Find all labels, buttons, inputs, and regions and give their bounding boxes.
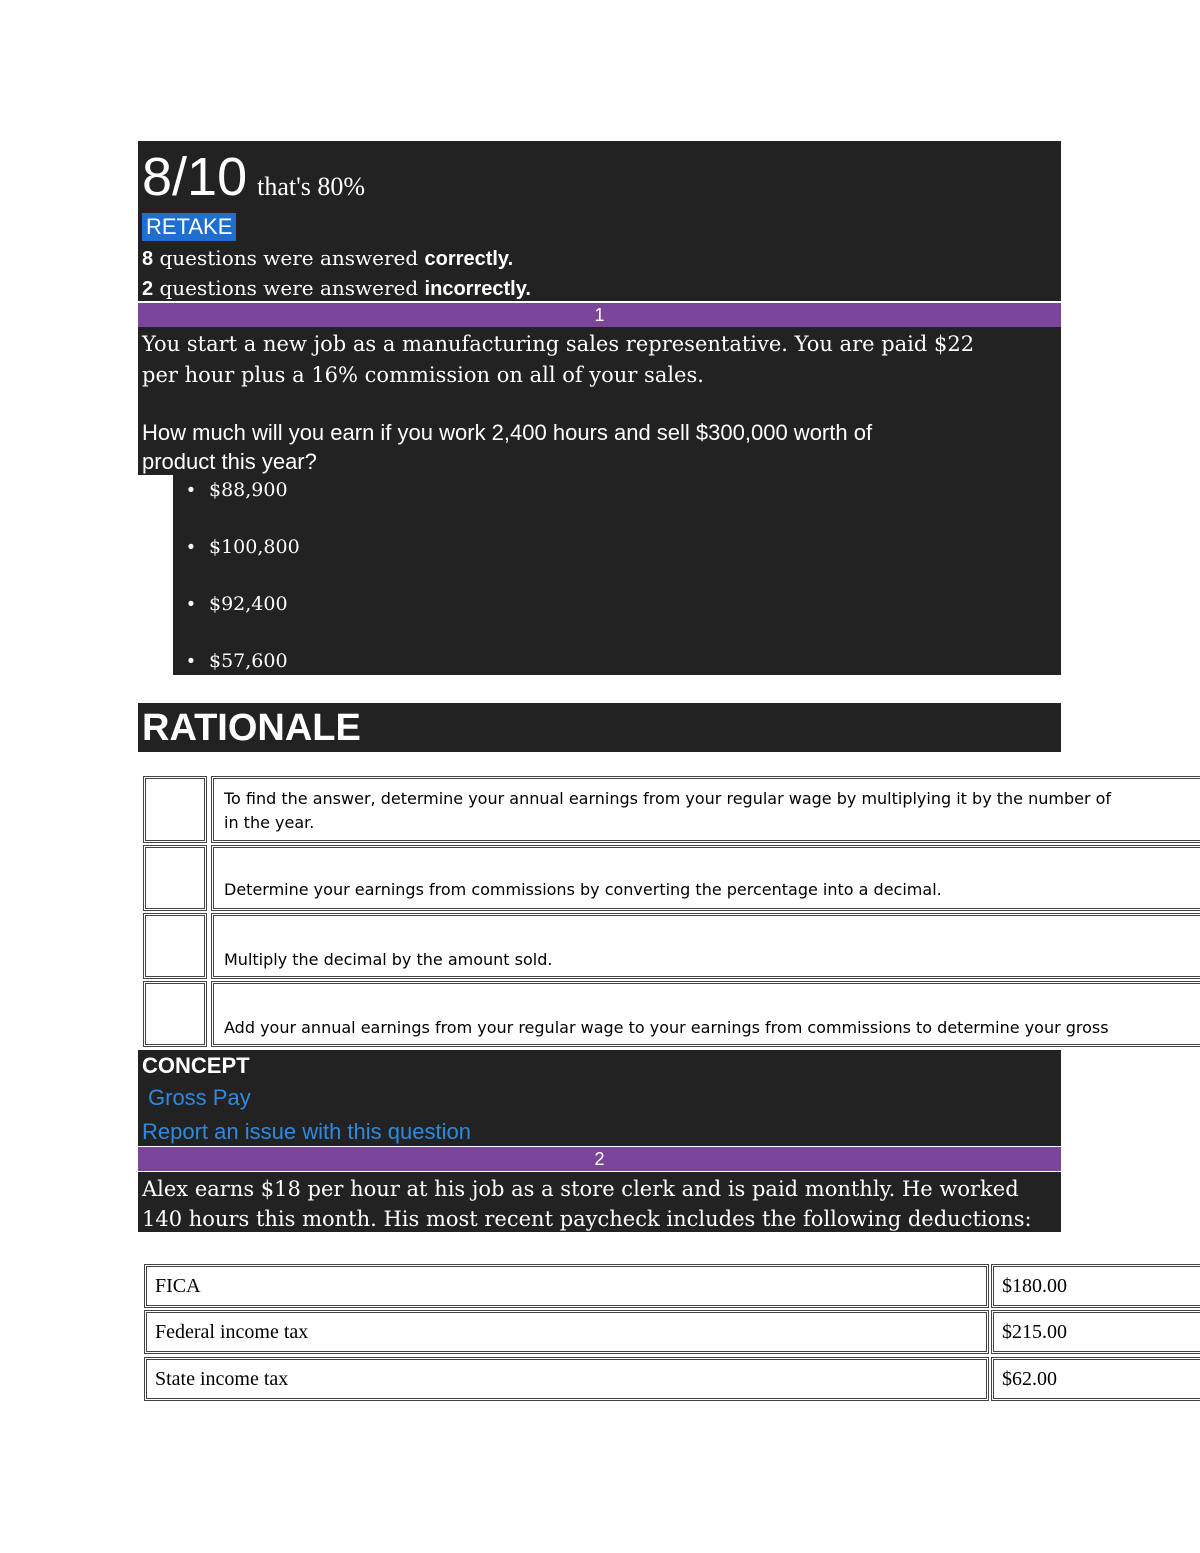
- score-fraction: 8/10: [142, 147, 248, 207]
- rationale-title: RATIONALE: [142, 707, 361, 749]
- concept-link[interactable]: Gross Pay: [148, 1085, 251, 1110]
- deduction-value: $215.00: [991, 1310, 1200, 1354]
- correct-text: questions were answered: [159, 246, 419, 270]
- question-1-prompt-line2: product this year?: [142, 449, 317, 474]
- score-percent: that's 80%: [257, 172, 366, 201]
- question-2-text-line1: Alex earns $18 per hour at his job as a store clerk and is paid monthly. He worked: [142, 1177, 1019, 1201]
- correct-count: 8: [142, 248, 154, 270]
- bullet-icon: •: [187, 537, 195, 558]
- rationale-header: [138, 703, 1061, 752]
- bullet-icon: •: [187, 651, 195, 672]
- bullet-icon: •: [187, 594, 195, 615]
- incorrect-word: incorrectly: [424, 278, 526, 300]
- incorrect-text: questions were answered: [159, 276, 419, 300]
- answer-option[interactable]: [173, 590, 288, 618]
- rationale-step-number-cell: [143, 776, 207, 843]
- question-1-header: 1: [138, 303, 1061, 327]
- rationale-step-number-cell: [143, 913, 207, 979]
- question-2-text-line2: 140 hours this month. His most recent paycheck includes the following deductions:: [142, 1207, 1032, 1231]
- rationale-step-2-line1: Determine your earnings from commissions by converting the percentage into a decimal.: [224, 880, 942, 899]
- correct-period: .: [507, 248, 514, 270]
- deduction-label: Federal income tax: [144, 1310, 989, 1354]
- rationale-step-4: [211, 981, 1200, 1047]
- concept-panel: [138, 1050, 1061, 1146]
- question-1-text-line1: You start a new job as a manufacturing sales representative. You are paid $22: [142, 332, 975, 356]
- bullet-icon: •: [187, 480, 195, 501]
- retake-button[interactable]: RETAKE: [142, 213, 236, 241]
- answer-option-label: $88,900: [209, 479, 288, 501]
- deduction-value: $62.00: [991, 1357, 1200, 1401]
- incorrect-stat: [142, 275, 531, 302]
- rationale-step-1-line1: To find the answer, determine your annual earnings from your regular wage by multiplying it by the number of: [224, 789, 1112, 808]
- rationale-step-2: [211, 845, 1200, 911]
- concept-label: CONCEPT: [142, 1053, 250, 1078]
- question-2-body: [138, 1172, 1061, 1232]
- question-1-body: [138, 327, 1061, 475]
- rationale-step-number-cell: [143, 981, 207, 1047]
- answer-option-label: $92,400: [209, 593, 288, 615]
- correct-stat: [142, 245, 513, 272]
- rationale-step-number-cell: [143, 845, 207, 911]
- answer-option[interactable]: [173, 647, 288, 675]
- report-issue-link[interactable]: Report an issue with this question: [142, 1119, 471, 1144]
- answer-option-label: $100,800: [209, 536, 300, 558]
- rationale-step-4-line1: Add your annual earnings from your regular wage to your earnings from commissions to determine your gross: [224, 1018, 1109, 1037]
- deduction-label: State income tax: [144, 1357, 989, 1401]
- incorrect-count: 2: [142, 278, 154, 300]
- correct-word: correctly: [424, 248, 508, 270]
- answer-option[interactable]: [173, 533, 300, 561]
- deduction-label: FICA: [144, 1264, 989, 1308]
- rationale-step-1-line2: in the year.: [224, 813, 315, 832]
- score-fraction-row: [142, 147, 365, 217]
- rationale-step-1: [211, 776, 1200, 843]
- question-1-text-line2: per hour plus a 16% commission on all of your sales.: [142, 363, 704, 387]
- answer-option-label: $57,600: [209, 650, 288, 672]
- incorrect-period: .: [525, 278, 531, 300]
- answer-option[interactable]: [173, 476, 288, 504]
- rationale-step-3-line1: Multiply the decimal by the amount sold.: [224, 950, 553, 969]
- question-1-prompt-line1: How much will you earn if you work 2,400 hours and sell $300,000 worth of: [142, 420, 873, 445]
- question-2-header: 2: [138, 1147, 1061, 1171]
- question-1-options: [173, 475, 1061, 675]
- deduction-value: $180.00: [991, 1264, 1200, 1308]
- rationale-step-3: [211, 913, 1200, 979]
